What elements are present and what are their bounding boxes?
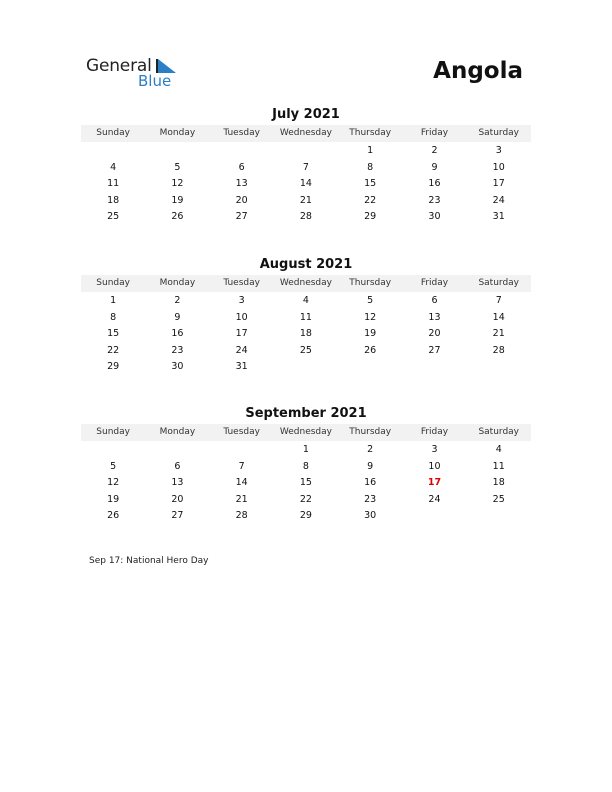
day-cell: 16 [364,477,377,489]
day-cell: 14 [492,311,505,323]
weekday-label: Saturday [478,128,519,138]
day-cell: 25 [299,344,312,356]
day-cell: 4 [110,161,117,173]
day-cell [81,143,145,160]
day-cell: 7 [302,161,309,173]
month-title: August 2021 [259,257,353,272]
day-cell: 16 [428,178,441,190]
day-cell: 28 [299,211,312,223]
day-cell: 2 [431,145,438,156]
week-row [81,442,531,459]
day-cell: 21 [299,194,312,206]
week-row [81,293,531,310]
day-cell: 13 [428,311,441,323]
day-cell: 30 [364,510,377,522]
day-cell: 4 [302,295,309,306]
day-cell [274,143,338,160]
weekday-label: Saturday [478,427,519,437]
weeks-container [81,292,531,376]
day-cell: 24 [235,344,248,356]
day-cell: 6 [174,460,181,472]
day-cell: 29 [299,510,312,522]
day-cell: 26 [171,211,184,223]
week-row [81,310,531,327]
day-cell: 28 [235,510,248,522]
day-cell: 8 [367,161,374,173]
general-blue-logo [86,56,186,92]
logo-flag-icon [156,59,176,73]
month-title: September 2021 [245,406,367,421]
weekday-label: Wednesday [279,128,332,138]
day-cell: 19 [364,328,377,340]
day-cell: 15 [364,178,377,190]
day-cell: 8 [302,460,309,472]
day-cell [145,143,209,160]
day-cell: 14 [235,477,248,489]
week-row [81,459,531,476]
day-cell: 11 [492,460,505,472]
weekday-label: Wednesday [279,278,332,288]
weekday-label: Sunday [96,128,130,138]
day-cell: 14 [299,178,312,190]
day-cell: 6 [431,295,438,306]
weekday-label: Monday [159,278,196,288]
day-cell: 4 [495,444,502,455]
day-cell: 20 [235,194,248,206]
week-row [81,359,531,376]
day-cell: 21 [492,328,505,340]
day-cell [210,442,274,459]
week-row [81,143,531,160]
day-cell: 22 [299,493,312,505]
day-cell: 25 [107,211,120,223]
day-cell: 12 [107,477,120,489]
day-cell: 9 [431,161,438,173]
day-cell: 27 [428,344,441,356]
day-cell: 31 [235,361,248,373]
day-cell: 30 [428,211,441,223]
weekday-label: Friday [420,427,449,437]
day-cell: 24 [428,493,441,505]
day-cell: 23 [171,344,184,356]
day-cell [145,442,209,459]
day-cell: 29 [364,211,377,223]
weekday-label: Saturday [478,278,519,288]
day-cell: 1 [367,145,374,156]
day-cell: 31 [492,211,505,223]
day-cell: 1 [302,444,309,455]
day-cell: 6 [238,161,245,173]
week-row [81,492,531,509]
weekday-header-row [81,275,531,292]
month-block-august [81,256,531,376]
day-cell: 21 [235,493,248,505]
day-cell [274,359,338,376]
day-cell-holiday: 17 [427,477,442,489]
week-row [81,508,531,525]
day-cell: 2 [174,295,181,306]
day-cell: 15 [299,477,312,489]
weekday-label: Tuesday [223,278,260,288]
day-cell: 5 [110,460,117,472]
day-cell: 18 [107,194,120,206]
day-cell: 24 [492,194,505,206]
day-cell: 30 [171,361,184,373]
day-cell: 28 [492,344,505,356]
day-cell: 12 [364,311,377,323]
day-cell: 9 [174,311,181,323]
day-cell: 3 [495,145,502,156]
day-cell: 17 [235,328,248,340]
day-cell: 18 [299,328,312,340]
day-cell: 20 [428,328,441,340]
weeks-container [81,142,531,226]
day-cell: 8 [110,311,117,323]
logo-general-text: General [86,56,152,76]
weekday-label: Monday [159,427,196,437]
weekday-label: Sunday [96,278,130,288]
weekday-label: Wednesday [279,427,332,437]
month-block-september [81,405,531,525]
day-cell: 11 [299,311,312,323]
country-title: Angola [433,58,523,84]
day-cell: 29 [107,361,120,373]
weekday-label: Tuesday [223,427,260,437]
day-cell: 26 [364,344,377,356]
week-row [81,326,531,343]
day-cell [210,143,274,160]
day-cell: 10 [492,161,505,173]
day-cell [338,359,402,376]
weekday-label: Friday [420,128,449,138]
day-cell: 17 [492,178,505,190]
week-row [81,209,531,226]
day-cell: 13 [235,178,248,190]
day-cell: 5 [174,161,181,173]
day-cell: 26 [107,510,120,522]
day-cell: 7 [238,460,245,472]
day-cell: 23 [428,194,441,206]
weekday-label: Monday [159,128,196,138]
day-cell: 16 [171,328,184,340]
day-cell: 11 [107,178,120,190]
day-cell [467,508,531,525]
day-cell: 12 [171,178,184,190]
day-cell: 27 [235,211,248,223]
day-cell: 5 [367,295,374,306]
week-row [81,176,531,193]
weekday-header-row [81,125,531,142]
day-cell: 22 [107,344,120,356]
week-row [81,160,531,177]
day-cell: 3 [238,295,245,306]
day-cell [81,442,145,459]
weekday-label: Thursday [349,278,392,288]
weekday-label: Thursday [349,427,392,437]
month-block-july [81,106,531,226]
day-cell [402,359,466,376]
day-cell: 25 [492,493,505,505]
weekday-label: Thursday [349,128,392,138]
day-cell: 7 [495,295,502,306]
day-cell: 1 [110,295,117,306]
day-cell: 10 [235,311,248,323]
day-cell: 19 [171,194,184,206]
day-cell [467,359,531,376]
week-row [81,193,531,210]
day-cell: 15 [107,328,120,340]
weekday-label: Sunday [96,427,130,437]
day-cell: 18 [492,477,505,489]
day-cell: 2 [367,444,374,455]
month-title: July 2021 [272,107,340,122]
day-cell: 13 [171,477,184,489]
day-cell: 27 [171,510,184,522]
weekday-header-row [81,424,531,441]
week-row [81,475,531,492]
weekday-label: Tuesday [223,128,260,138]
day-cell: 23 [364,493,377,505]
day-cell: 22 [364,194,377,206]
day-cell: 19 [107,493,120,505]
week-row [81,343,531,360]
day-cell: 9 [367,460,374,472]
day-cell: 10 [428,460,441,472]
holiday-notes: Sep 17: National Hero Day [89,556,209,566]
day-cell: 20 [171,493,184,505]
weeks-container [81,441,531,525]
logo-blue-text: Blue [138,72,172,90]
day-cell: 3 [431,444,438,455]
day-cell [402,508,466,525]
weekday-label: Friday [420,278,449,288]
